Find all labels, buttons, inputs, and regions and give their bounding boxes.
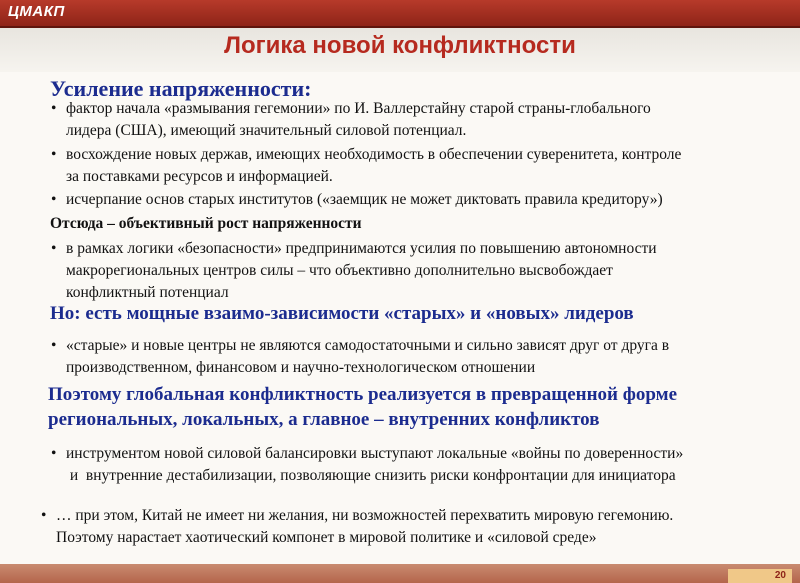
section1-heading: Усиление напряженности: <box>50 76 312 101</box>
bullet-line: за поставками ресурсов и информацией. <box>66 168 333 185</box>
bullet-line: инструментом новой силовой балансировки выступают локальные «войны по доверенности» <box>66 445 684 462</box>
bullet-line: фактор начала «размывания гегемонии» по И. Валлерстайну старой страны-глобального <box>66 100 651 117</box>
header-bar <box>0 0 800 28</box>
bullet-item <box>51 98 651 142</box>
section2-heading: Но: есть мощные взаимо-зависимости «старых» и «новых» лидеров <box>50 303 634 324</box>
bullet-icon: • <box>51 100 57 117</box>
bullet-line: в рамках логики «безопасности» предпринимаются усилия по повышению автономности <box>66 240 657 257</box>
bullet-line: «старые» и новые центры не являются самодостаточными и сильно зависят друг от друга в <box>66 337 670 354</box>
bullet-icon: • <box>41 507 47 524</box>
bullet-line: и внутренние дестабилизации, позволяющие снизить риски конфронтации для инициатора <box>66 467 676 484</box>
bullet-line: лидера (США), имеющий значительный силовой потенциал. <box>66 122 467 139</box>
bullet-item <box>51 238 657 304</box>
bullet-line: конфликтный потенциал <box>66 284 229 301</box>
bullet-line: макрорегиональных центров силы – что объективно дополнительно высвобождает <box>66 262 613 279</box>
section3-heading-line: региональных, локальных, а главное – внутренних конфликтов <box>48 409 600 430</box>
bullet-line: производственном, финансовом и научно-технологическом отношении <box>66 359 536 376</box>
slide-title: Логика новой конфликтности <box>224 32 576 59</box>
bullet-line: восхождение новых держав, имеющих необходимость в обеспечении суверенитета, контроле <box>66 146 682 163</box>
bullet-line: исчерпание основ старых институтов («заемщик не может диктовать правила кредитору») <box>66 191 663 208</box>
bullet-icon: • <box>51 146 57 163</box>
bullet-icon: • <box>51 191 57 208</box>
logo: ЦМАКП <box>8 3 65 20</box>
section1-subhead: Отсюда – объективный рост напряженности <box>50 215 362 232</box>
closing-note <box>41 505 674 549</box>
bullet-item <box>51 144 682 188</box>
bullet-icon: • <box>51 240 57 257</box>
footer-bar <box>0 564 800 583</box>
bullet-item <box>51 443 684 487</box>
bullet-item <box>51 335 670 379</box>
closing-note-line: … при этом, Китай не имеет ни желания, ни возможностей перехватить мировую гегемонию. <box>56 507 674 524</box>
section3-heading-line: Поэтому глобальная конфликтность реализуется в превращенной форме <box>48 384 678 405</box>
bullet-icon: • <box>51 337 57 354</box>
section3-heading <box>48 382 677 432</box>
bullet-icon: • <box>51 445 57 462</box>
bullet-item <box>51 189 663 211</box>
closing-note-line: Поэтому нарастает хаотический компонет в мировой политике и «силовой среде» <box>56 529 597 546</box>
page-number: 20 <box>728 569 792 583</box>
